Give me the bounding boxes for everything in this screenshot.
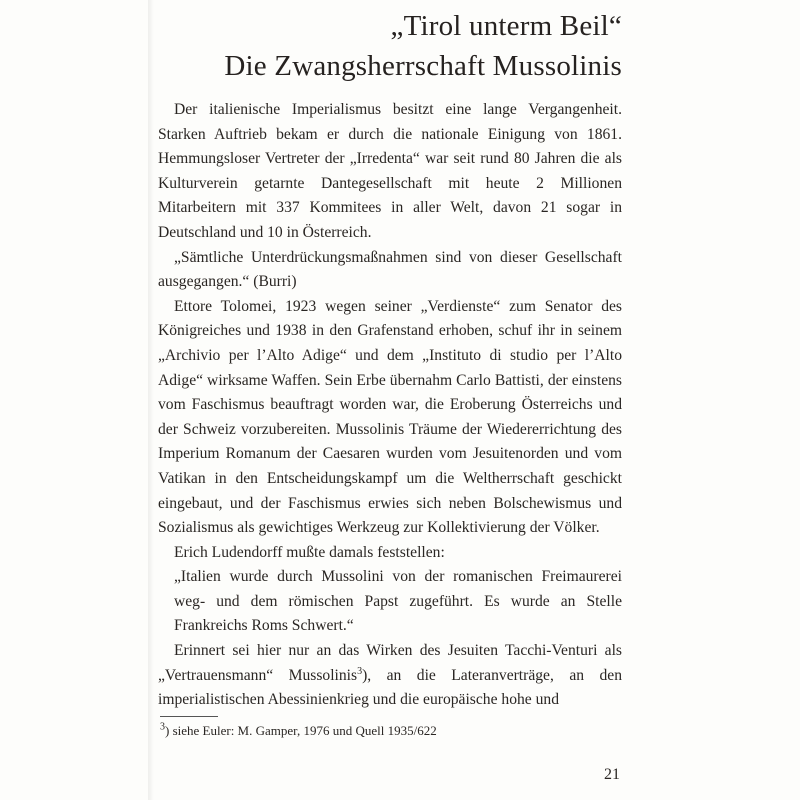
- paragraph-3: Ettore Tolomei, 1923 wegen seiner „Verdienste“ zum Senator des Königreiches und 1938 in den Grafenstand erhoben, schuf ihr in seinem „Archivio per l’Alto Adige“ und dem „Instituto di studio per l’Alto Adige“ wirksame Waffen. Sein Erbe übernahm Carlo Battisti, der einstens vom Faschismus beauftragt worden war, die Eroberung Österreichs und der Schweiz vorzubereiten. Mussolinis Träume der Wiedererrichtung des Imperium Romanum der Caesaren wurden vom Jesuitenorden und vom Vatikan in den Entscheidungskampf um die Weltherrschaft geschickt eingebaut, und der Faschismus erwies sich neben Bolschewismus und Sozialismus als gewichtiges Werkzeug zur Kollektivierung der Völker.: [158, 297, 622, 537]
- page-number: 21: [604, 766, 620, 783]
- chapter-title-line-2: Die Zwangsherrschaft Mussolinis: [224, 50, 622, 82]
- body-text: [158, 98, 622, 713]
- ludendorff-quote: „Italien wurde durch Mussolini von der romanischen Freimaurerei weg- und dem römischen Papst zugeführt. Es wurde an Stelle Frankreichs Roms Schwert.“: [174, 568, 622, 635]
- page-edge-shadow: [148, 0, 154, 800]
- chapter-title-line-1: „Tirol unterm Beil“: [390, 10, 622, 42]
- footnote: [160, 722, 437, 740]
- paragraph-4: Erich Ludendorff mußte damals feststellen:: [174, 543, 445, 561]
- footnote-reference: 3: [357, 665, 363, 677]
- paragraph-5-text-a: Erinnert sei hier nur an das Wirken des Jesuiten Tacchi-Venturi als „Vertrauensmann“ Mussolinis: [158, 642, 622, 684]
- paragraph-5-text-b: ), an die Lateranverträge, an den imperialistischen Abessinienkrieg und die europäische hohe und: [158, 666, 622, 709]
- footnote-marker: 3: [160, 721, 165, 733]
- footnote-divider: [160, 716, 218, 717]
- paragraph-1: Der italienische Imperialismus besitzt eine lange Vergangenheit. Starken Auftrieb bekam er durch die nationale Einigung von 1861. Hemmungsloser Vertreter der „Irredenta“ war seit rund 80 Jahren die als Kulturverein getarnte Dantegesellschaft mit heute 2 Millionen Mitarbeitern mit 337 Kommitees in aller Welt, davon 21 sogar in Deutschland und 10 in Österreich.: [158, 101, 622, 241]
- paragraph-2: „Sämtliche Unterdrückungsmaßnahmen sind von dieser Gesellschaft ausgegangen.“ (Burri): [158, 248, 622, 291]
- footnote-text: ) siehe Euler: M. Gamper, 1976 und Quell 1935/622: [165, 723, 437, 738]
- paragraph-5: [158, 639, 622, 713]
